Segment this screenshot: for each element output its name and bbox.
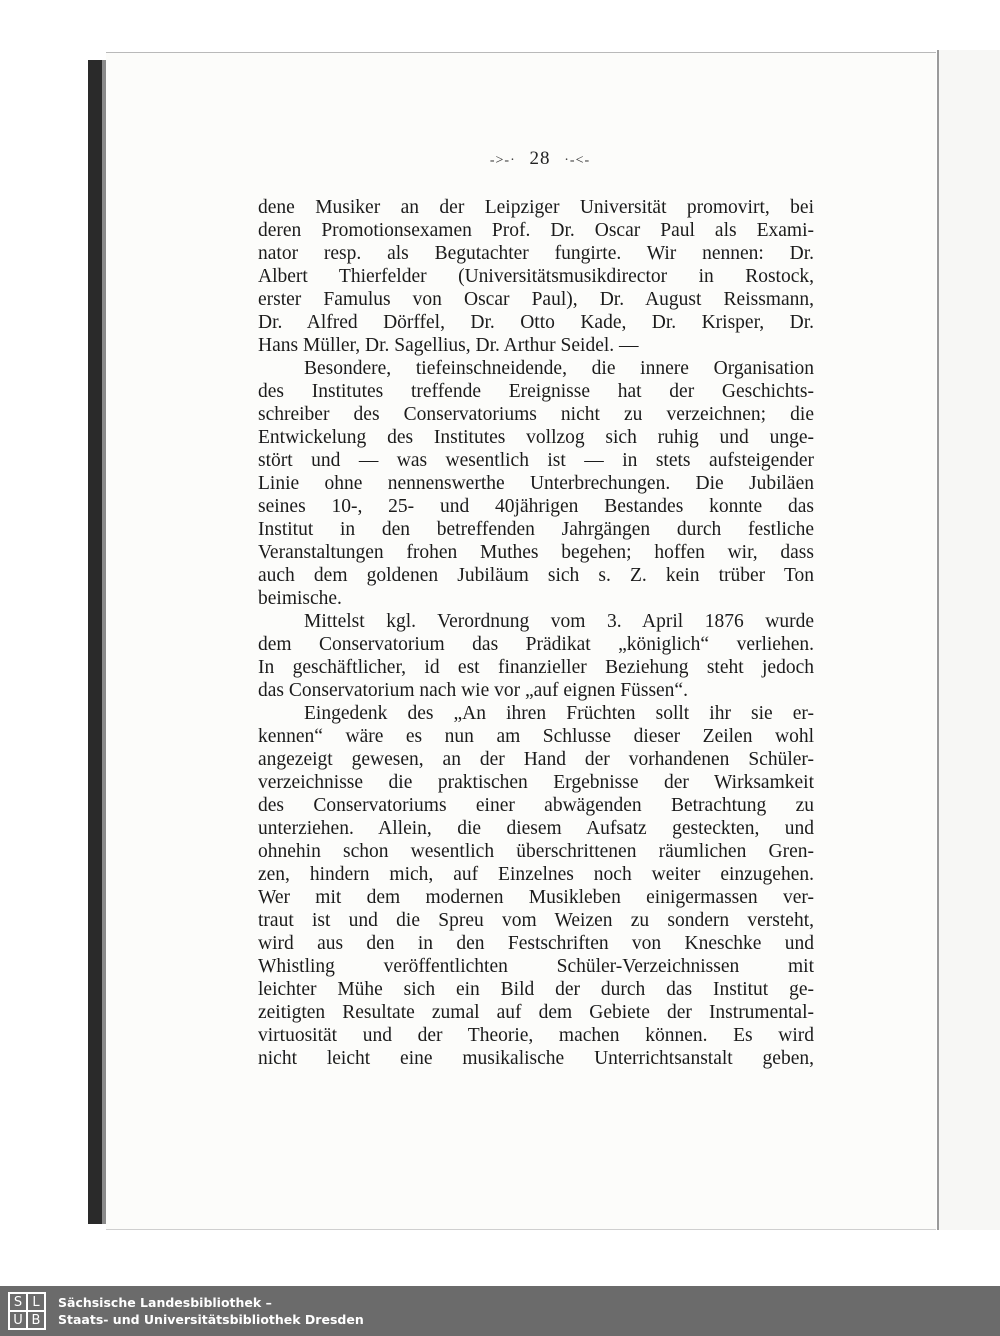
text-line: zen, hindern mich, auf Einzelnes noch weiter einzugehen. bbox=[258, 864, 814, 885]
text-line: Eingedenk des „An ihren Früchten sollt ihr sie er- bbox=[304, 703, 814, 724]
text-line: angezeigt gewesen, an der Hand der vorhandenen Schüler- bbox=[258, 749, 814, 770]
text-line: das Conservatorium nach wie vor „auf eignen Füssen“. bbox=[258, 680, 688, 701]
text-line: des Institutes treffende Ereignisse hat der Geschichts- bbox=[258, 381, 814, 402]
library-name-line2: Staats- und Universitätsbibliothek Dresden bbox=[58, 1312, 364, 1327]
text-line: nator resp. als Begutachter fungirte. Wir nennen: Dr. bbox=[258, 243, 814, 264]
library-footer-banner bbox=[0, 1286, 1000, 1336]
text-line: seines 10-, 25- und 40jährigen Bestandes konnte das bbox=[258, 496, 814, 517]
text-line: Besondere, tiefeinschneidende, die innere Organisation bbox=[304, 358, 814, 379]
text-line: Mittelst kgl. Verordnung vom 3. April 1876 wurde bbox=[304, 611, 814, 632]
text-line: Veranstaltungen frohen Muthes begehen; hoffen wir, dass bbox=[258, 542, 814, 563]
body-text bbox=[258, 196, 814, 1070]
text-line: Wer mit dem modernen Musikleben einigermassen ver- bbox=[258, 887, 814, 908]
text-line: auch dem goldenen Jubiläum sich s. Z. kein trüber Ton bbox=[258, 565, 814, 586]
text-line: leichter Mühe sich ein Bild der durch das Institut ge- bbox=[258, 979, 814, 1000]
logo-letter: B bbox=[27, 1311, 45, 1329]
text-line: wird aus den in den Festschriften von Kneschke und bbox=[258, 933, 814, 954]
next-page-edge bbox=[937, 50, 1000, 1230]
slub-logo-icon bbox=[8, 1292, 46, 1330]
text-line: verzeichnisse die praktischen Ergebnisse der Wirksamkeit bbox=[258, 772, 814, 793]
logo-letter: U bbox=[9, 1311, 27, 1329]
text-line: Dr. Alfred Dörffel, Dr. Otto Kade, Dr. Krisper, Dr. bbox=[258, 312, 814, 333]
text-line: stört und — was wesentlich ist — in stets aufsteigender bbox=[258, 450, 814, 471]
text-line: unterziehen. Allein, die diesem Aufsatz gesteckten, und bbox=[258, 818, 814, 839]
logo-letter: S bbox=[9, 1293, 27, 1311]
text-line: schreiber des Conservatoriums nicht zu verzeichnen; die bbox=[258, 404, 814, 425]
text-line: nicht leicht eine musikalische Unterrichtsanstalt geben, bbox=[258, 1048, 814, 1069]
library-name-line1: Sächsische Landesbibliothek – bbox=[58, 1295, 272, 1310]
text-line: beimische. bbox=[258, 588, 342, 609]
text-line: dem Conservatorium das Prädikat „königlich“ verliehen. bbox=[258, 634, 814, 655]
text-line: Albert Thierfelder (Universitätsmusikdirector in Rostock, bbox=[258, 266, 814, 287]
text-line: deren Promotionsexamen Prof. Dr. Oscar Paul als Exami- bbox=[258, 220, 814, 241]
text-line: Hans Müller, Dr. Sagellius, Dr. Arthur Seidel. — bbox=[258, 335, 639, 356]
ornament-left-icon: ->-· bbox=[489, 153, 516, 168]
text-line: Linie ohne nennenswerthe Unterbrechungen. Die Jubiläen bbox=[258, 473, 814, 494]
page-number-header bbox=[0, 148, 1000, 170]
logo-letter: L bbox=[27, 1293, 45, 1311]
page-number: 28 bbox=[529, 148, 551, 169]
text-line: des Conservatoriums einer abwägenden Betrachtung zu bbox=[258, 795, 814, 816]
library-name bbox=[58, 1294, 364, 1328]
text-line: ohnehin schon wesentlich überschrittenen räumlichen Gren- bbox=[258, 841, 814, 862]
book-binding-edge bbox=[88, 60, 102, 1224]
text-line: dene Musiker an der Leipziger Universität promovirt, bei bbox=[258, 197, 814, 218]
text-line: erster Famulus von Oscar Paul), Dr. August Reissmann, bbox=[258, 289, 814, 310]
text-line: Whistling veröffentlichten Schüler-Verzeichnissen mit bbox=[258, 956, 814, 977]
text-line: In geschäftlicher, id est finanzieller Beziehung steht jedoch bbox=[258, 657, 814, 678]
text-line: kennen“ wäre es nun am Schlusse dieser Zeilen wohl bbox=[258, 726, 814, 747]
text-line: Institut in den betreffenden Jahrgängen durch festliche bbox=[258, 519, 814, 540]
text-line: Entwickelung des Institutes vollzog sich ruhig und unge- bbox=[258, 427, 814, 448]
text-line: virtuosität und der Theorie, machen können. Es wird bbox=[258, 1025, 814, 1046]
ornament-right-icon: ·-<- bbox=[564, 153, 591, 168]
text-line: traut ist und die Spreu vom Weizen zu sondern versteht, bbox=[258, 910, 814, 931]
text-line: zeitigten Resultate zumal auf dem Gebiete der Instrumental- bbox=[258, 1002, 814, 1023]
